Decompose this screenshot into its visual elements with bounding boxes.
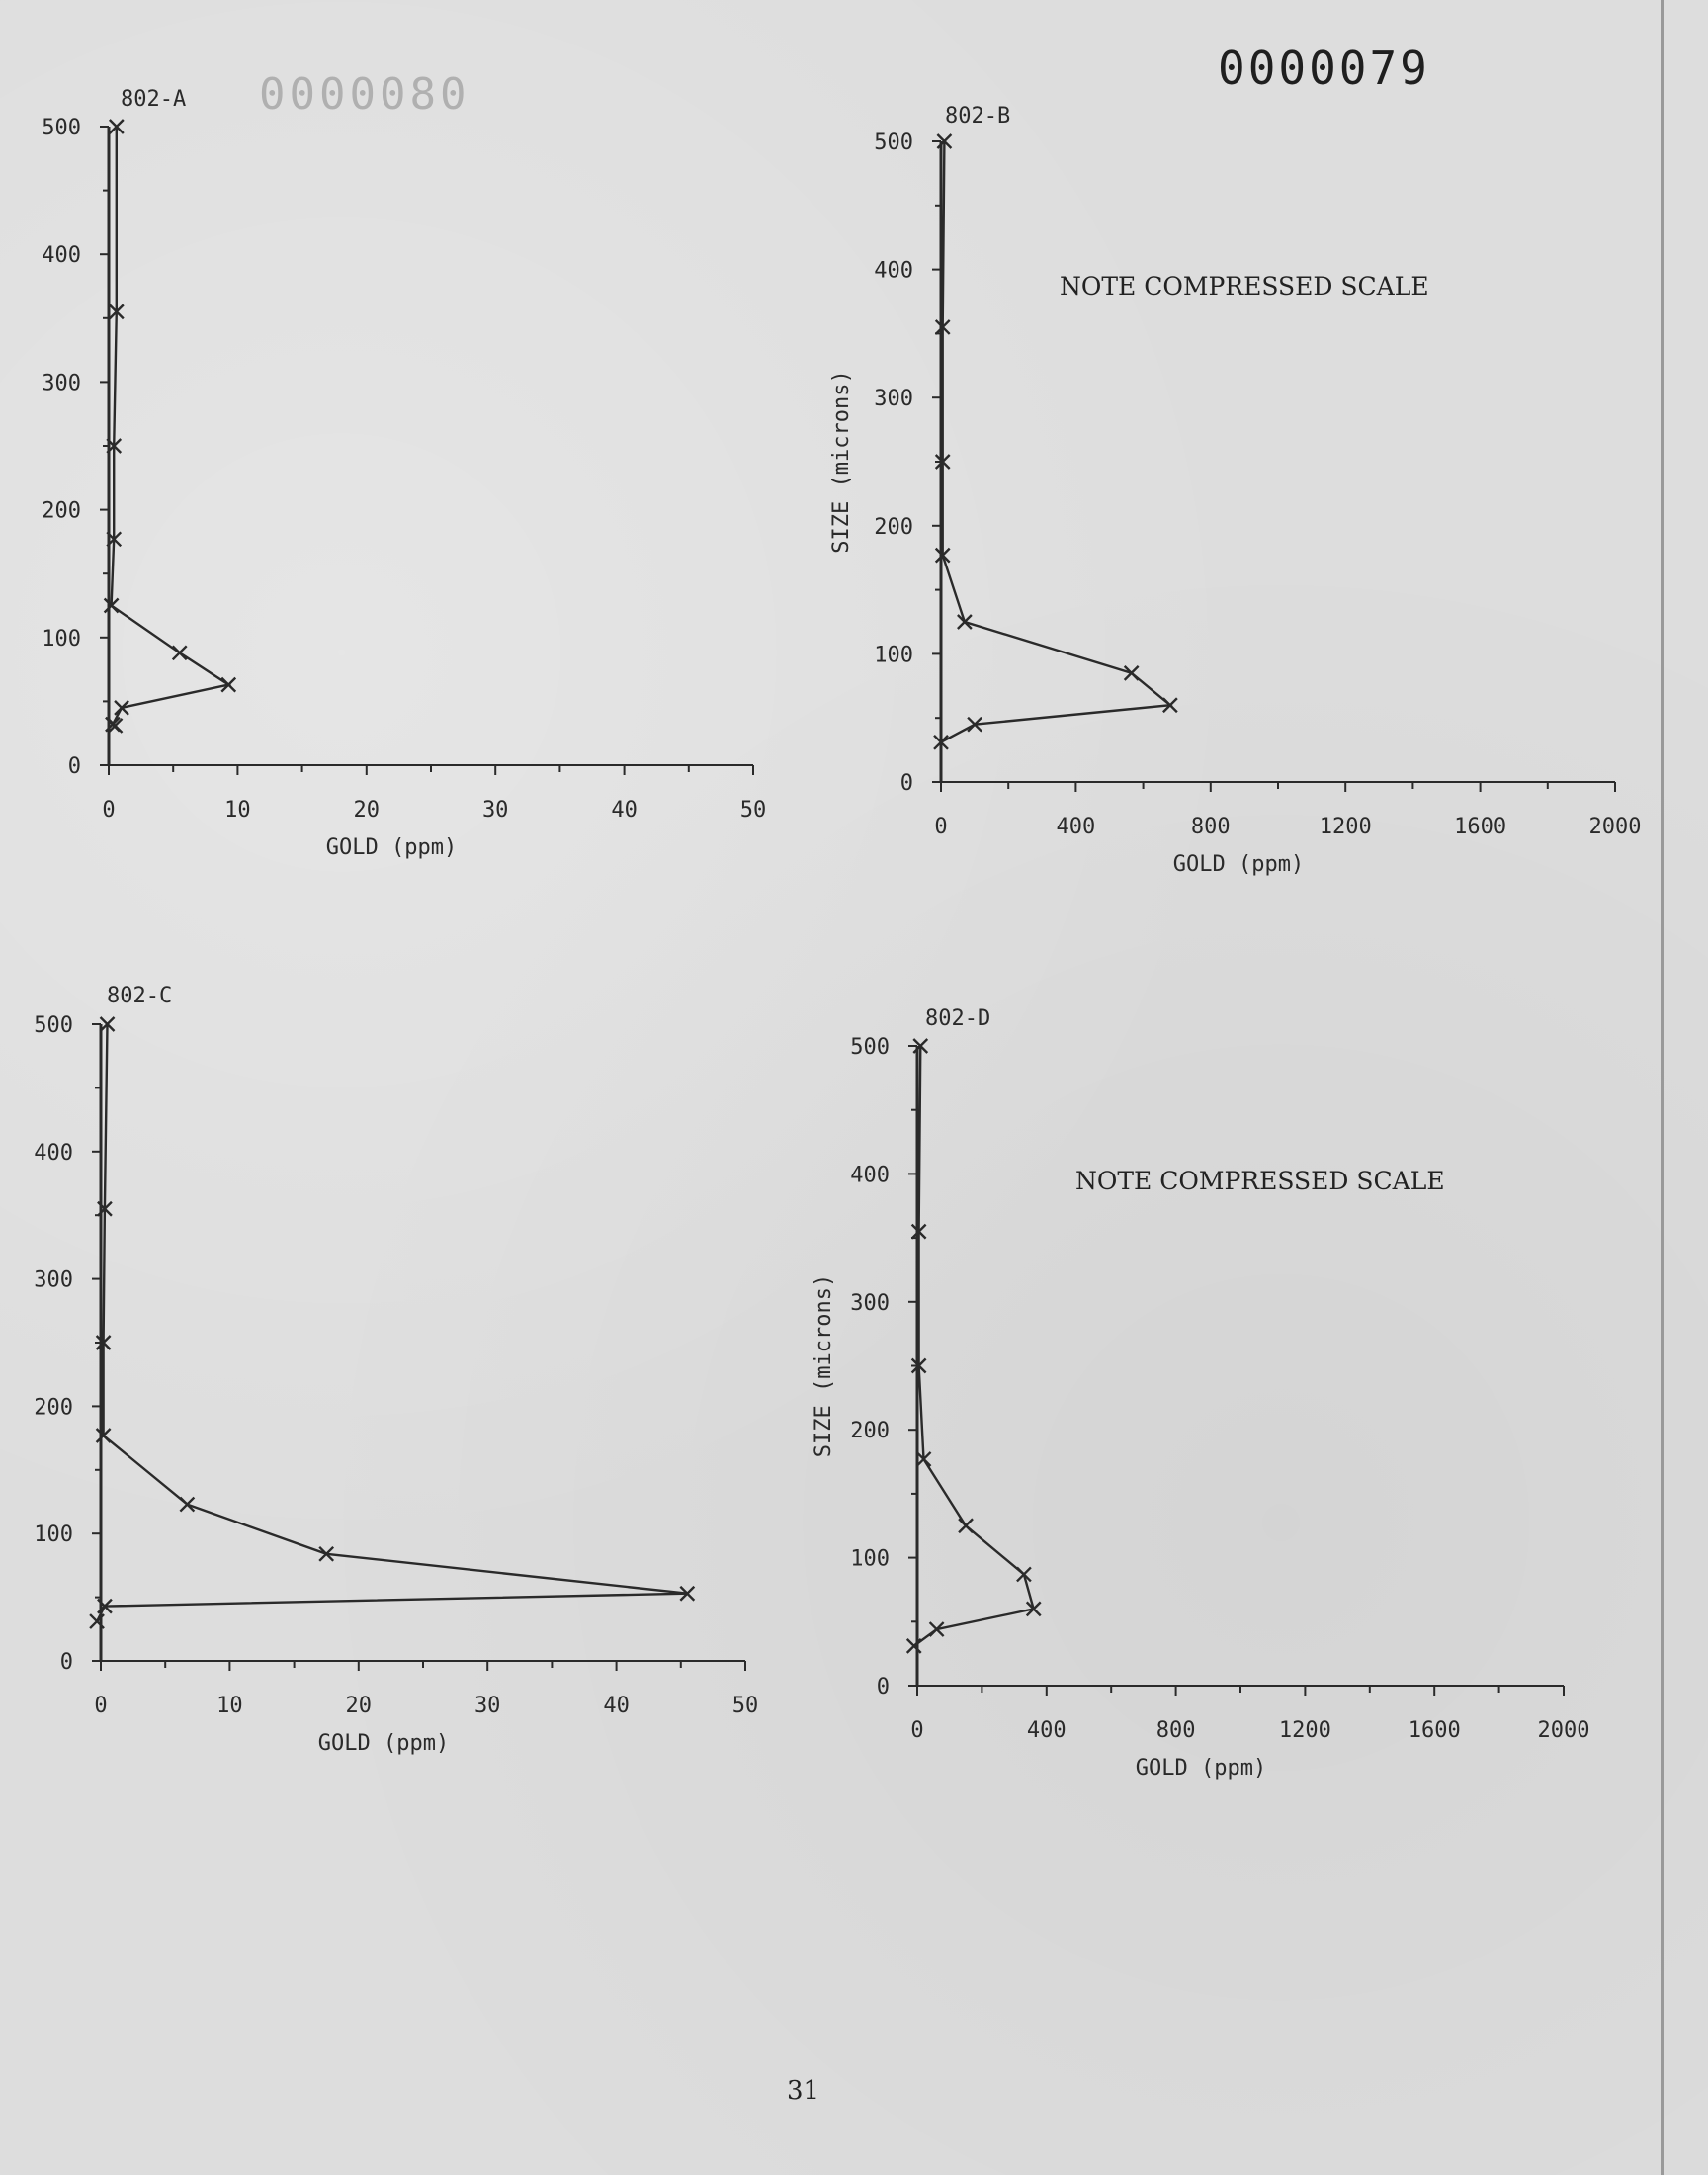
y-tick-label-802-b: 400: [874, 258, 913, 284]
x-tick-label-802-c: 40: [603, 1694, 630, 1718]
y-tick-label-802-a: 0: [67, 754, 81, 779]
ghost-document-number: 0800000: [255, 69, 467, 120]
x-tick-label-802-c: 10: [216, 1694, 243, 1718]
y-tick-label-802-b: 500: [874, 130, 913, 155]
data-point-marker-802-d: [959, 1519, 973, 1532]
x-tick-label-802-d: 0: [910, 1718, 924, 1743]
x-tick-label-802-a: 30: [481, 798, 509, 823]
data-point-marker-802-b: [1125, 666, 1139, 680]
x-tick-label-802-d: 1200: [1278, 1718, 1331, 1743]
y-tick-label-802-c: 300: [34, 1267, 73, 1293]
y-tick-label-802-c: 200: [34, 1395, 73, 1421]
page-number: 31: [787, 2076, 820, 2106]
x-tick-label-802-c: 20: [345, 1694, 373, 1718]
y-tick-label-802-a: 300: [42, 371, 81, 396]
y-tick-label-802-c: 100: [34, 1522, 73, 1548]
data-line-802-c: [97, 1024, 687, 1621]
data-line-802-a: [112, 127, 229, 726]
data-point-marker-802-a: [173, 646, 187, 659]
x-axis-label-802-a: GOLD (ppm): [325, 835, 458, 860]
data-point-marker-802-c: [180, 1498, 194, 1512]
x-axis-label-802-d: GOLD (ppm): [1135, 1756, 1267, 1781]
panel-title-802-a: 802-A: [121, 87, 187, 112]
y-tick-label-802-a: 100: [42, 626, 81, 652]
y-tick-label-802-d: 300: [850, 1290, 890, 1316]
x-tick-label-802-c: 0: [94, 1694, 108, 1718]
x-tick-label-802-a: 40: [611, 798, 638, 823]
y-tick-label-802-d: 200: [850, 1419, 890, 1444]
y-tick-label-802-b: 100: [874, 643, 913, 668]
y-tick-label-802-b: 200: [874, 514, 913, 540]
compressed-scale-note-802-b: NOTE COMPRESSED SCALE: [1060, 272, 1429, 301]
x-tick-label-802-a: 50: [739, 798, 767, 823]
y-tick-label-802-d: 100: [850, 1546, 890, 1572]
x-tick-label-802-a: 10: [224, 798, 251, 823]
y-tick-label-802-c: 400: [34, 1140, 73, 1166]
compressed-scale-note-802-d: NOTE COMPRESSED SCALE: [1075, 1167, 1445, 1195]
data-point-marker-802-b: [958, 615, 972, 629]
y-tick-label-802-b: 0: [899, 771, 913, 796]
y-axis-label-802-b: SIZE (microns): [829, 370, 854, 554]
x-axis-label-802-c: GOLD (ppm): [317, 1731, 450, 1756]
x-tick-label-802-d: 400: [1026, 1718, 1067, 1743]
y-tick-label-802-d: 0: [876, 1675, 890, 1699]
x-tick-label-802-d: 1600: [1408, 1718, 1461, 1743]
x-tick-label-802-a: 0: [102, 798, 116, 823]
y-tick-label-802-c: 0: [59, 1650, 73, 1675]
x-tick-label-802-b: 1600: [1454, 815, 1507, 839]
y-tick-label-802-d: 500: [850, 1035, 890, 1060]
y-tick-label-802-a: 400: [42, 243, 81, 269]
x-axis-label-802-b: GOLD (ppm): [1172, 852, 1305, 877]
x-tick-label-802-c: 30: [473, 1694, 501, 1718]
x-tick-label-802-c: 50: [731, 1694, 759, 1718]
data-line-802-b: [941, 141, 1170, 742]
x-tick-label-802-a: 20: [353, 798, 381, 823]
x-tick-label-802-d: 800: [1155, 1718, 1196, 1743]
y-tick-label-802-a: 500: [42, 116, 81, 140]
document-number: 0000079: [1218, 42, 1430, 95]
y-axis-label-802-d: SIZE (microns): [811, 1273, 836, 1458]
x-tick-label-802-b: 2000: [1588, 815, 1642, 839]
x-tick-label-802-d: 2000: [1537, 1718, 1590, 1743]
data-line-802-d: [914, 1046, 1034, 1646]
x-tick-label-802-b: 400: [1056, 815, 1096, 839]
y-tick-label-802-c: 500: [34, 1013, 73, 1038]
y-tick-label-802-d: 400: [850, 1163, 890, 1188]
x-tick-label-802-b: 800: [1190, 815, 1231, 839]
panel-title-802-d: 802-D: [925, 1006, 991, 1031]
panel-title-802-b: 802-B: [945, 104, 1011, 129]
data-point-marker-802-d: [907, 1639, 921, 1653]
y-tick-label-802-b: 300: [874, 387, 913, 412]
x-tick-label-802-b: 0: [934, 815, 948, 839]
data-point-marker-802-d: [1017, 1567, 1031, 1581]
y-tick-label-802-a: 200: [42, 498, 81, 524]
x-tick-label-802-b: 1200: [1319, 815, 1372, 839]
panel-title-802-c: 802-C: [107, 984, 173, 1008]
